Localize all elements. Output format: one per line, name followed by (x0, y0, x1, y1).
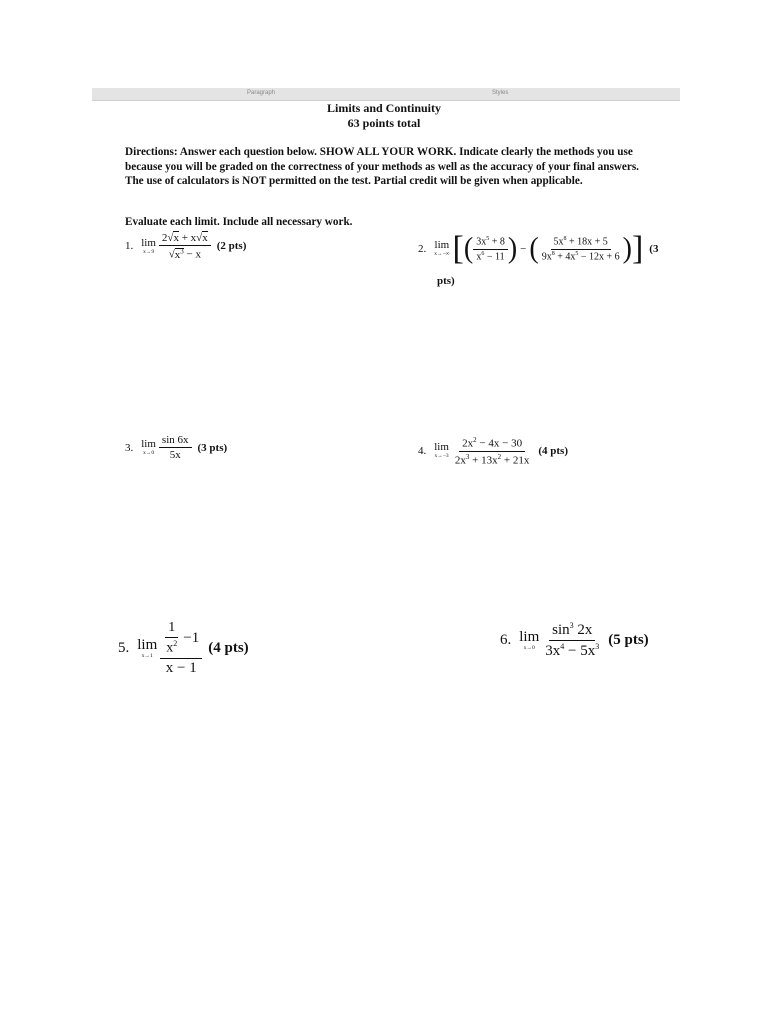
word-toolbar-strip (92, 88, 680, 101)
problem-5-limit: lim x→1 (137, 636, 158, 659)
problem-6-fraction: $\frac{\sin^3 2x}{3x^4 - 5x^3}$ (545, 621, 600, 659)
toolbar-styles-label: Styles (492, 90, 509, 96)
problem-2-points-wrap: pts) (437, 275, 455, 287)
document-subtitle: 63 points total (347, 116, 421, 130)
document-title: Limits and Continuity (326, 101, 442, 115)
problem-3-limit: lim x→0 (141, 437, 156, 456)
problem-6-points: (5 pts) (608, 632, 649, 648)
problem-2-points: (3 (649, 243, 659, 255)
problem-1 (125, 232, 246, 261)
toolbar-paragraph-label: Paragraph (247, 90, 276, 96)
problem-4-points: (4 pts) (538, 445, 568, 458)
problem-5-fraction: $\frac{1}{x^2}$ −1 x − 1 (160, 620, 202, 677)
problem-2: 2. lim x→−∞ [ ( $\frac{3x^5 + 8}{x^6 - 11}$ ) − ( $\frac{5x^8 + 18x + 5}{9x^8 + 4x^5 - 12x + 6}$ ) ] (3 (418, 230, 659, 267)
problem-4-limit: lim x→−3 (434, 441, 449, 460)
problem-3-points: (3 pts) (197, 441, 228, 454)
directions-paragraph: Directions: Answer each question below. SHOW ALL YOUR WORK. Indicate clearly the methods you use because you will be graded on the correctness of your methods as well as the accuracy of your final answers. The use of calculators is NOT permitted on the test. Partial credit will be given when applicable. (125, 146, 639, 187)
problem-6-limit: lim x→0 (519, 628, 540, 651)
problem-4 (418, 436, 568, 466)
problem-1-number: 1. (125, 240, 134, 253)
problem-1-points: (2 pts) (216, 240, 247, 253)
problem-4-number: 4. (418, 445, 427, 458)
problem-6 (500, 621, 649, 660)
problem-2-number: 2. (418, 243, 427, 255)
problem-5-points: (4 pts) (208, 639, 249, 656)
problem-6-number: 6. (500, 632, 512, 648)
problem-1-fraction: $\frac{2√x + x√x}{√x^3 - x}$ (159, 232, 211, 261)
problem-3-number: 3. (125, 441, 134, 454)
problem-1-limit: lim x→9 (141, 236, 156, 255)
problem-3-fraction: $\frac{\sin 6x}{5x}$ (159, 434, 192, 461)
problem-4-fraction: $\frac{2x^2 - 4x - 30}{2x^3 + 13x^2 + 21x}$ (454, 436, 530, 467)
problem-5-number: 5. (118, 639, 130, 656)
instruction-line: Evaluate each limit. Include all necessary work. (125, 216, 353, 228)
problem-5 (118, 620, 249, 677)
problem-3 (125, 434, 227, 461)
problem-2-limit: lim x→−∞ (434, 239, 450, 258)
